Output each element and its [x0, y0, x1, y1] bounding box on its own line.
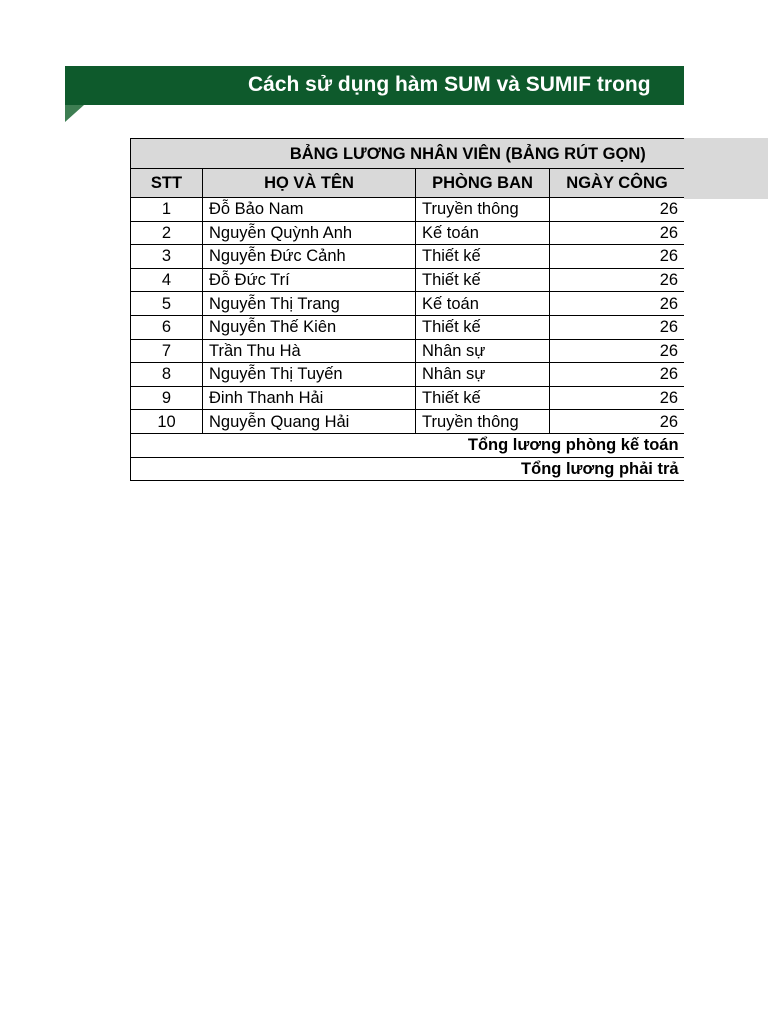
total-payable-label: Tổng lương phải trả [131, 457, 685, 481]
cell-stt[interactable]: 9 [131, 386, 203, 410]
cell-dept[interactable]: Truyền thông [416, 410, 550, 434]
cell-name[interactable]: Đỗ Đức Trí [203, 268, 416, 292]
cell-days[interactable]: 26 [550, 410, 685, 434]
cell-name[interactable]: Đinh Thanh Hải [203, 386, 416, 410]
table-title-row [131, 139, 685, 169]
cell-name[interactable]: Nguyễn Thị Tuyến [203, 363, 416, 387]
cell-stt[interactable]: 5 [131, 292, 203, 316]
cell-dept[interactable]: Thiết kế [416, 386, 550, 410]
header-stt: STT [131, 169, 203, 198]
table-row [131, 245, 685, 269]
header-name: HỌ VÀ TÊN [203, 169, 416, 198]
header-days: NGÀY CÔNG [550, 169, 685, 198]
cell-days[interactable]: 26 [550, 268, 685, 292]
cell-name[interactable]: Đỗ Bảo Nam [203, 198, 416, 222]
table-row [131, 198, 685, 222]
table-row [131, 410, 685, 434]
banner-title: Cách sử dụng hàm SUM và SUMIF trong [248, 73, 651, 96]
cell-stt[interactable]: 8 [131, 363, 203, 387]
cell-days[interactable]: 26 [550, 386, 685, 410]
cell-name[interactable]: Nguyễn Quang Hải [203, 410, 416, 434]
cell-stt[interactable]: 3 [131, 245, 203, 269]
cell-dept[interactable]: Thiết kế [416, 315, 550, 339]
table-row [131, 363, 685, 387]
cell-stt[interactable]: 7 [131, 339, 203, 363]
total-payable-row [131, 457, 685, 481]
cell-name[interactable]: Nguyễn Thị Trang [203, 292, 416, 316]
table-row [131, 221, 685, 245]
cell-stt[interactable]: 1 [131, 198, 203, 222]
header-fill-extension [684, 138, 768, 199]
table-row [131, 339, 685, 363]
table-row [131, 315, 685, 339]
cell-days[interactable]: 26 [550, 198, 685, 222]
cell-days[interactable]: 26 [550, 339, 685, 363]
header-dept: PHÒNG BAN [416, 169, 550, 198]
cell-dept[interactable]: Thiết kế [416, 245, 550, 269]
salary-table-viewport [130, 138, 684, 484]
cell-days[interactable]: 26 [550, 292, 685, 316]
cell-name[interactable]: Nguyễn Quỳnh Anh [203, 221, 416, 245]
cell-dept[interactable]: Nhân sự [416, 339, 550, 363]
cell-stt[interactable]: 2 [131, 221, 203, 245]
total-accounting-row [131, 433, 685, 457]
cell-dept[interactable]: Thiết kế [416, 268, 550, 292]
cell-days[interactable]: 26 [550, 245, 685, 269]
cell-days[interactable]: 26 [550, 315, 685, 339]
cell-stt[interactable]: 6 [131, 315, 203, 339]
cell-days[interactable]: 26 [550, 221, 685, 245]
banner-fold-decoration [65, 105, 84, 122]
total-accounting-label: Tổng lương phòng kế toán [131, 433, 685, 457]
cell-dept[interactable]: Kế toán [416, 221, 550, 245]
cell-name[interactable]: Nguyễn Đức Cảnh [203, 245, 416, 269]
salary-table [130, 138, 684, 481]
cell-dept[interactable]: Kế toán [416, 292, 550, 316]
cell-days[interactable]: 26 [550, 363, 685, 387]
cell-name[interactable]: Nguyễn Thế Kiên [203, 315, 416, 339]
cell-dept[interactable]: Nhân sự [416, 363, 550, 387]
table-body [131, 198, 685, 434]
table-row [131, 292, 685, 316]
cell-stt[interactable]: 4 [131, 268, 203, 292]
table-header-row [131, 169, 685, 198]
table-title: BẢNG LƯƠNG NHÂN VIÊN (BẢNG RÚT GỌN) [131, 139, 685, 169]
cell-dept[interactable]: Truyền thông [416, 198, 550, 222]
cell-stt[interactable]: 10 [131, 410, 203, 434]
table-row [131, 386, 685, 410]
title-banner [65, 66, 684, 105]
table-row [131, 268, 685, 292]
cell-name[interactable]: Trần Thu Hà [203, 339, 416, 363]
